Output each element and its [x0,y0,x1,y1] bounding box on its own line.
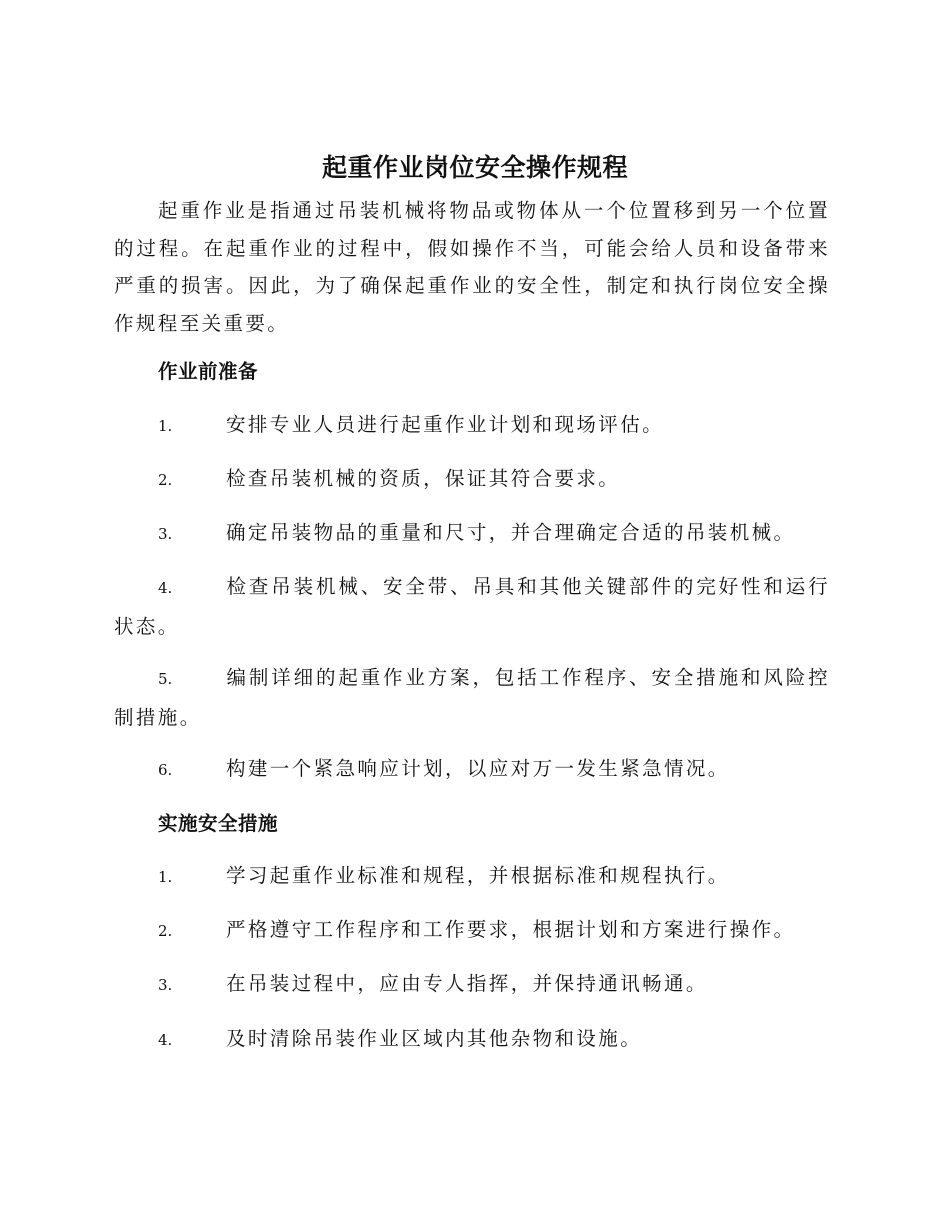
list-item [114,659,830,736]
list-item-text: 检查吊装机械的资质，保证其符合要求。 [226,467,621,490]
document-title: 起重作业岗位安全操作规程 [321,153,628,182]
list-item [114,568,830,645]
list-item-text: 确定吊装物品的重量和尺寸，并合理确定合适的吊装机械。 [226,521,796,544]
list-item-number: 1. [158,868,173,886]
list-item-number: 5. [158,670,173,688]
list-item-number: 2. [158,922,173,940]
list-item [114,514,830,554]
list-item-text: 学习起重作业标准和规程，并根据标准和规程执行。 [226,864,730,887]
list-item-text: 检查吊装机械、安全带、吊具和其他关键部件的完好性和运行状态。 [114,575,830,638]
section-heading-preparation: 作业前准备 [158,360,259,383]
list-item-number: 3. [158,976,173,994]
list-item-number: 1. [158,417,173,435]
list-item [114,1020,830,1060]
list-item [114,965,830,1005]
list-item-number: 4. [158,1031,173,1049]
list-item-text: 安排专业人员进行起重作业计划和现场评估。 [226,413,665,436]
list-item-text: 及时清除吊装作业区域内其他杂物和设施。 [226,1027,643,1050]
intro-paragraph: 起重作业是指通过吊装机械将物品或物体从一个位置移到另一个位置的过程。在起重作业的过程中，假如操作不当，可能会给人员和设备带来严重的损害。因此，为了确保起重作业的安全性，制定和执行岗位安全操作规程至关重要。 [114,199,830,335]
list-item [114,460,830,500]
list-item [114,911,830,951]
list-item-number: 3. [158,525,173,543]
list-item-text: 编制详细的起重作业方案，包括工作程序、安全措施和风险控制措施。 [114,666,830,729]
list-item-text: 构建一个紧急响应计划，以应对万一发生紧急情况。 [226,757,730,780]
list-item-text: 严格遵守工作程序和工作要求，根据计划和方案进行操作。 [226,918,796,941]
list-item [114,750,830,790]
list-item-number: 4. [158,579,173,597]
list-item-number: 6. [158,761,173,779]
list-item-number: 2. [158,471,173,489]
list-item [114,406,830,446]
list-item-text: 在吊装过程中，应由专人指挥，并保持通讯畅通。 [226,972,708,995]
section-heading-safety-measures: 实施安全措施 [158,812,279,835]
list-item [114,857,830,897]
